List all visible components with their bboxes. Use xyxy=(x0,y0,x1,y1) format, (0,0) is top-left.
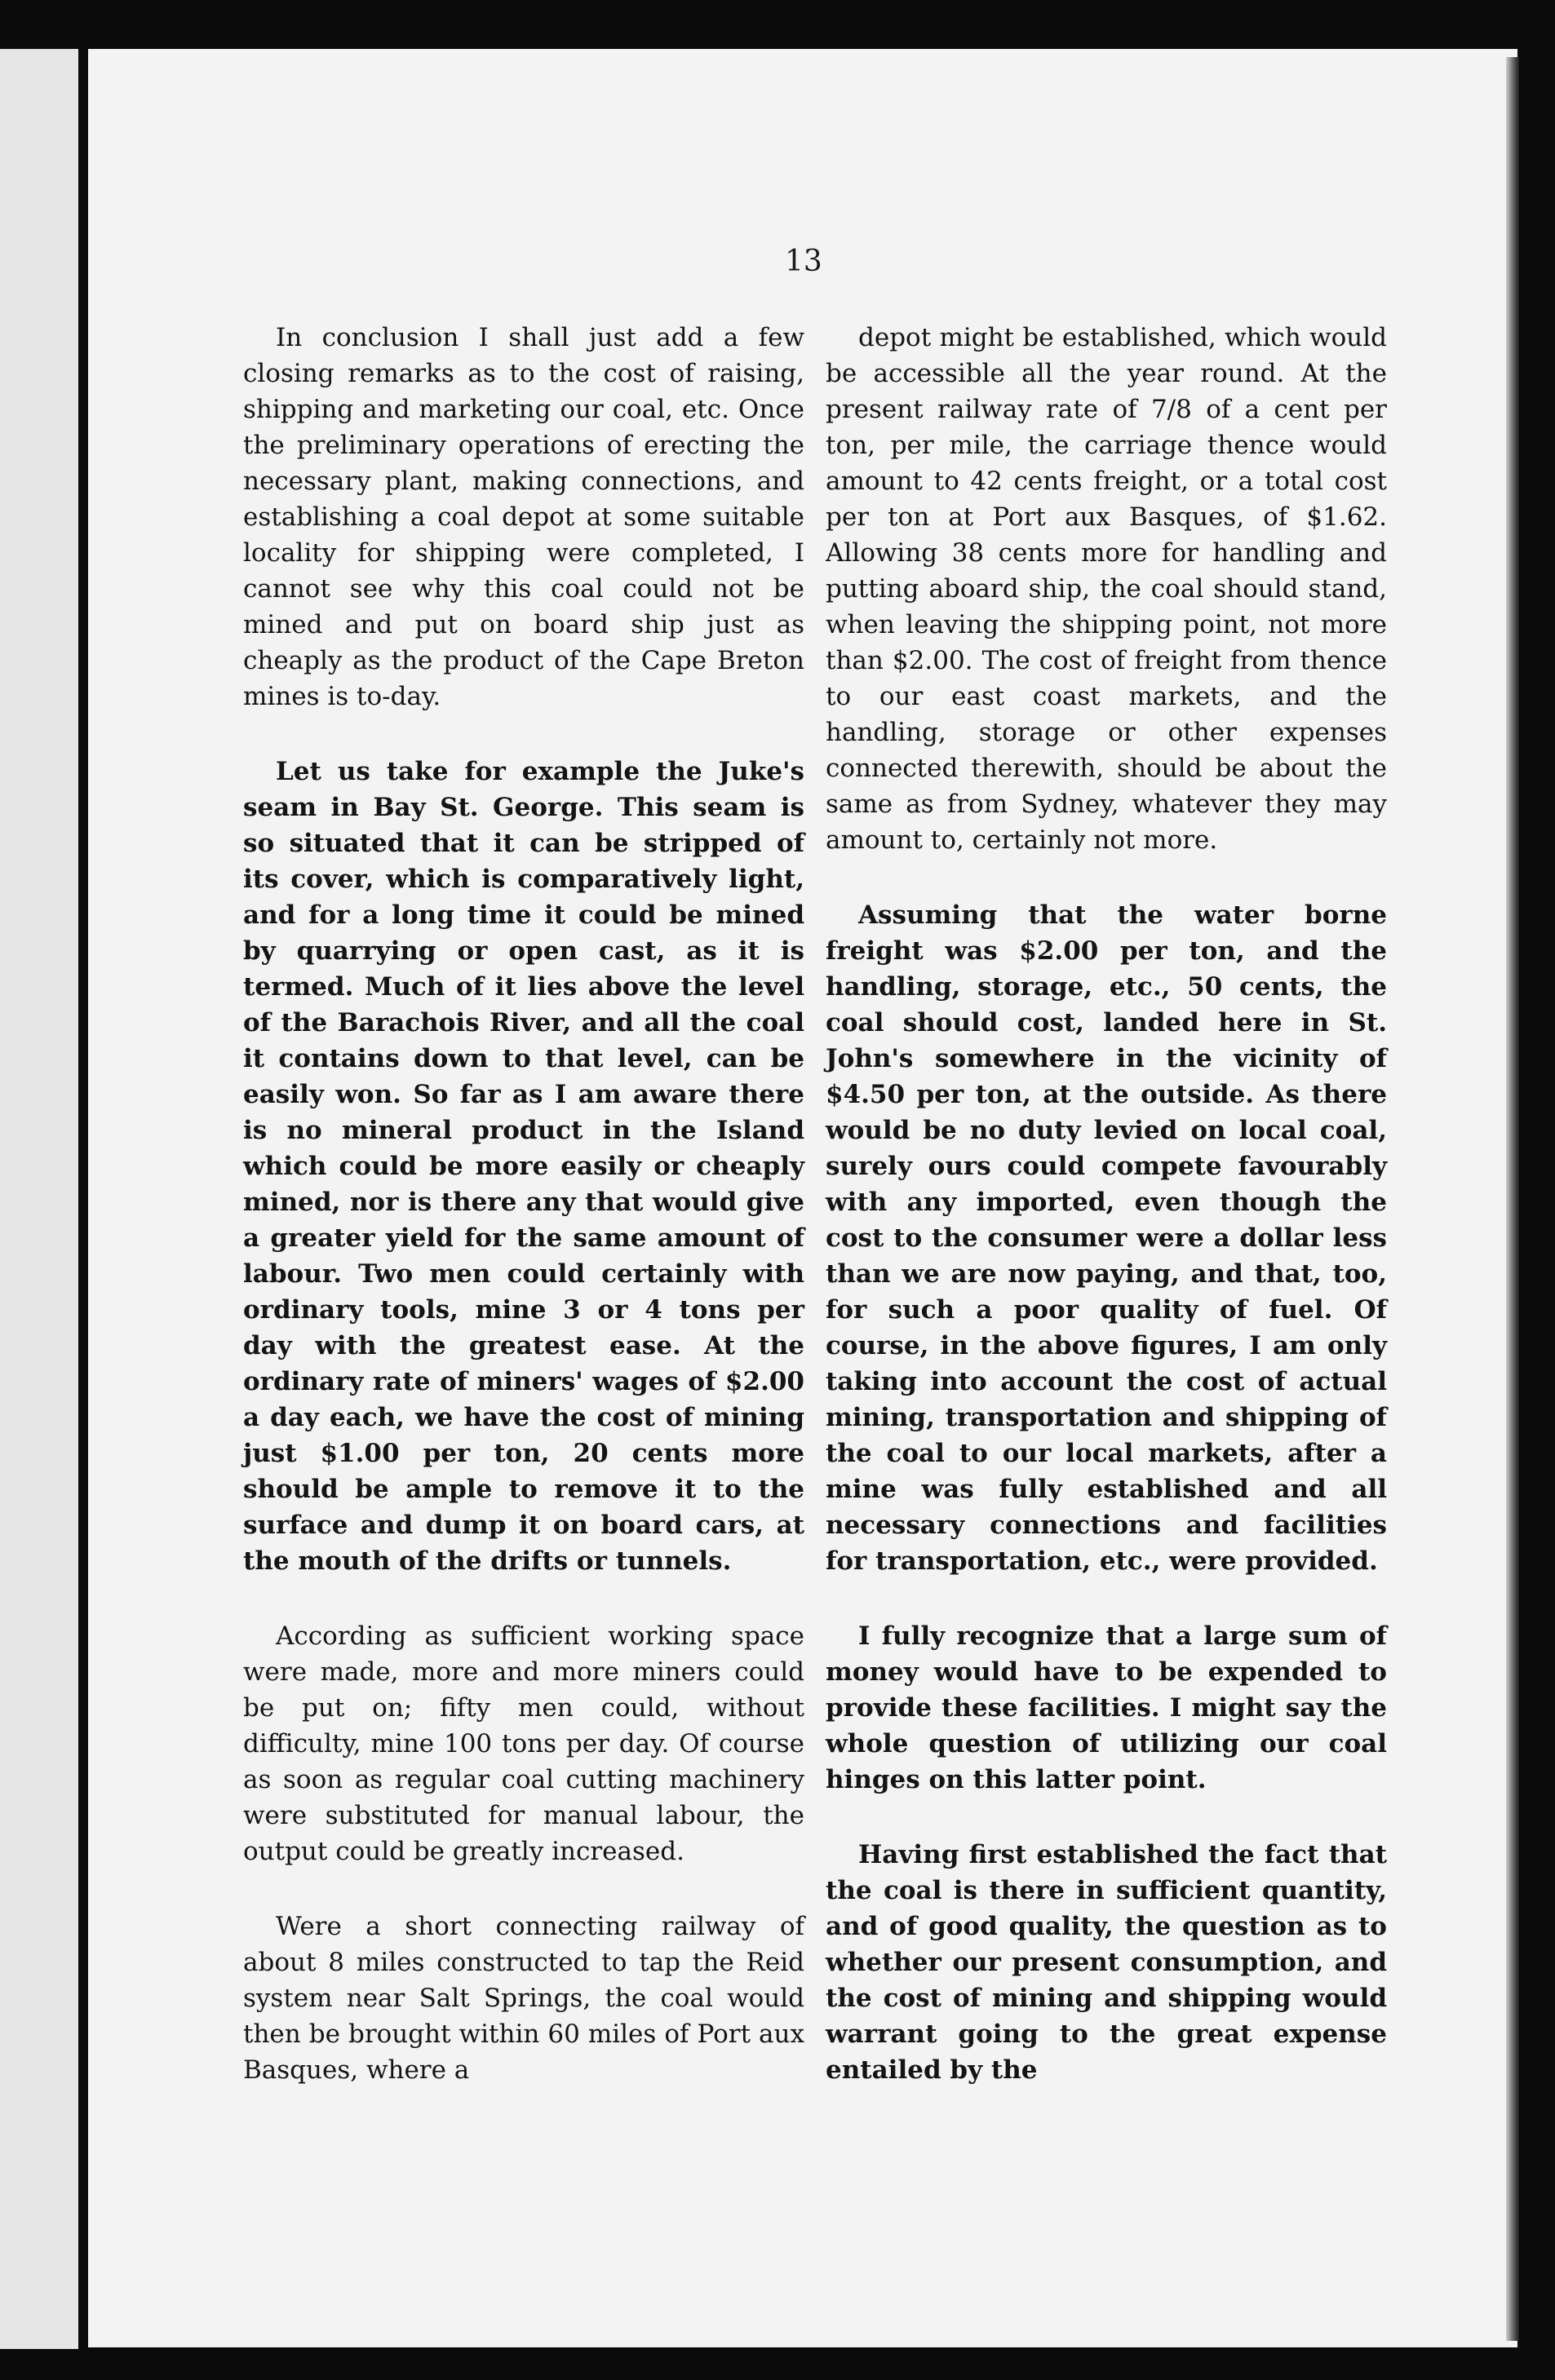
left-text-column xyxy=(243,320,804,2127)
page-left-margin-strip xyxy=(0,49,78,2349)
page-number: 13 xyxy=(785,245,822,278)
paragraph-working-space: According as sufficient working space were made, more and more miners could be put on; fifty men could, without difficulty, mine 100 tons per day. Of course as soon as regular coal cutting machinery were substituted for manual labour, the output could be greatly increased. xyxy=(243,1621,804,1866)
page-edge-shadow xyxy=(1506,57,1519,2341)
right-text-column xyxy=(826,320,1387,2127)
paragraph-conclusion: In conclusion I shall just add a few closing remarks as to the cost of raising, shipping and marketing our coal, etc. Once the preliminary operations of erecting the necessary plant, making connections, and establishing a coal depot at some suitable locality for shipping were completed, I cannot see why this coal could not be mined and put on board ship just as cheaply as the product of the Cape Breton mines is to-day. xyxy=(243,323,804,711)
paragraph-assuming-freight: Assuming that the water borne freight was $2.00 per ton, and the handling, storage, etc., 50 cents, the coal should cost, landed here in St. John's somewhere in the vicinity of $4.50 per ton, at the outside. As there would be no duty levied on local coal, surely ours could compete favourably with any imported, even though the cost to the consumer were a dollar less than we are now paying, and that, too, for such a poor quality of fuel. Of course, in the above figures, I am only taking into account the cost of actual mining, transportation and shipping of the coal to our local markets, after a mine was fully established and all necessary connections and facilities for transportation, etc., were provided. xyxy=(826,900,1387,1576)
paragraph-connecting-railway: Were a short connecting railway of about 8 miles constructed to tap the Reid system near Salt Springs, the coal would then be brought within 60 miles of Port aux Basques, where a xyxy=(243,1912,804,2085)
paragraph-recognize-cost: I fully recognize that a large sum of money would have to be expended to provide these facilities. I might say the whole question of utilizing our coal hinges on this latter point. xyxy=(826,1621,1387,1794)
paragraph-jukes-seam: Let us take for example the Juke's seam in Bay St. George. This seam is so situated that it can be stripped of its cover, which is comparatively light, and for a long time it could be mined by quarrying or open cast, as it is termed. Much of it lies above the level of the Barachois River, and all the coal it contains down to that level, can be easily won. So far as I am aware there is no mineral product in the Island which could be more easily or cheaply mined, nor is there any that would give a greater yield for the same amount of labour. Two men could certainly with ordinary tools, mine 3 or 4 tons per day with the greatest ease. At the ordinary rate of miners' wages of $2.00 a day each, we have the cost of mining just $1.00 per ton, 20 cents more should be ample to remove it to the surface and dump it on board cars, at the mouth of the drifts or tunnels. xyxy=(243,757,804,1576)
paragraph-depot-cost: depot might be established, which would be accessible all the year round. At the present railway rate of 7/8 of a cent per ton, per mile, the carriage thence would amount to 42 cents freight, or a total cost per ton at Port aux Basques, of $1.62. Allowing 38 cents more for handling and putting aboard ship, the coal should stand, when leaving the shipping point, not more than $2.00. The cost of freight from thence to our east coast markets, and the handling, storage or other expenses connected therewith, should be about the same as from Sydney, whatever they may amount to, certainly not more. xyxy=(826,323,1387,855)
paragraph-having-established: Having first established the fact that the coal is there in sufficient quantity, and of good quality, the question as to whether our present consumption, and the cost of mining and shipping would warrant going to the great expense entailed by the xyxy=(826,1840,1387,2085)
